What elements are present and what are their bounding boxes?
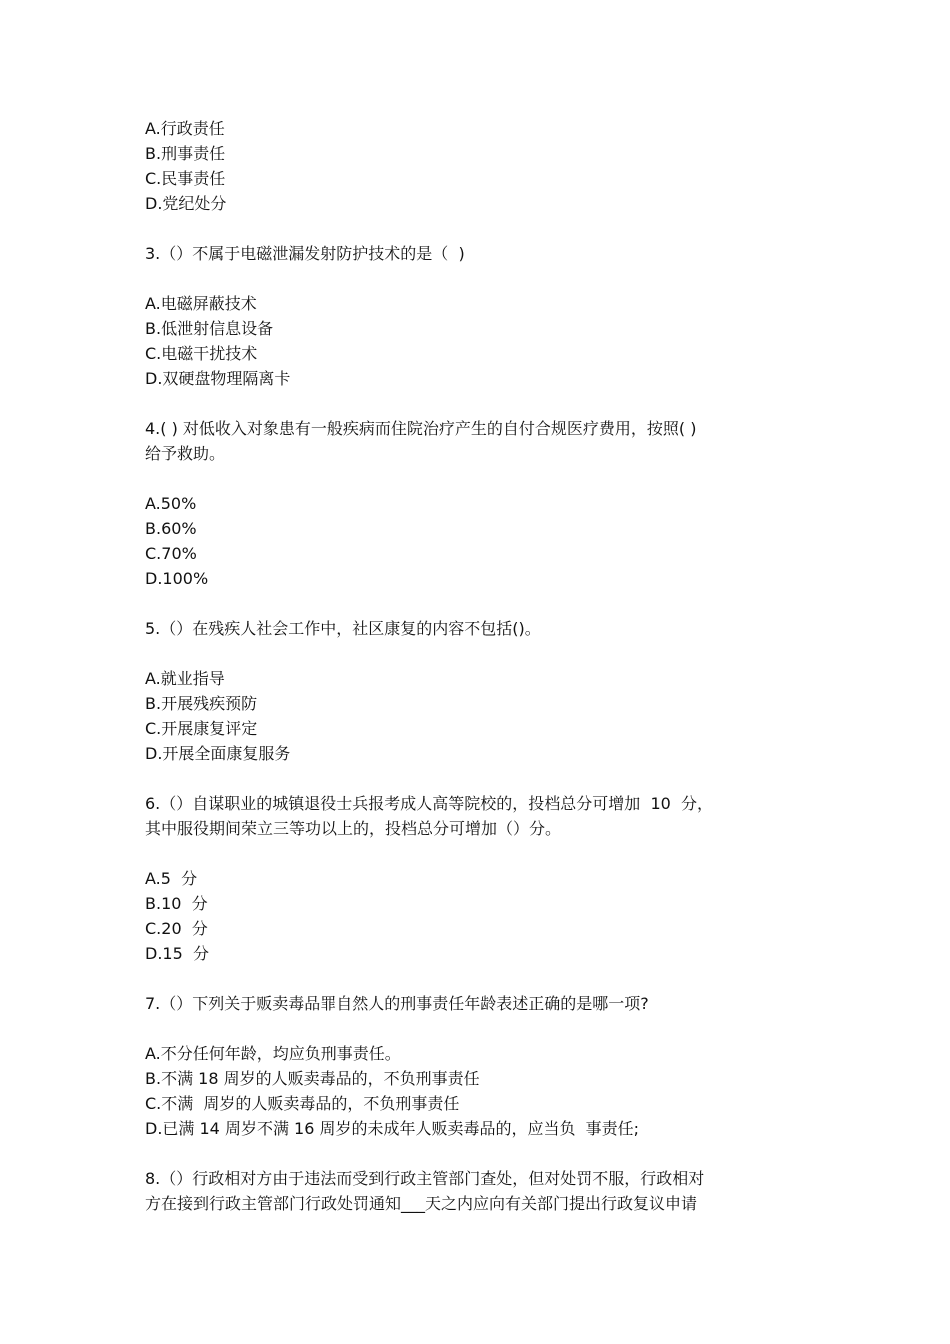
question-stem-line-2: 方在接到行政主管部门行政处罚通知___天之内应向有关部门提出行政复议申请: [145, 1194, 698, 1213]
option-c: C.民事责任: [145, 169, 226, 188]
option-a: A.电磁屏蔽技术: [145, 294, 257, 313]
option-b: B.刑事责任: [145, 144, 226, 163]
question-stem-line-1: 8.（）行政相对方由于违法而受到行政主管部门查处，但对处罚不服，行政相对: [145, 1169, 705, 1188]
option-b: B.不满 18 周岁的人贩卖毒品的，不负刑事责任: [145, 1069, 480, 1088]
option-d: D.党纪处分: [145, 194, 227, 213]
document-page: [145, 116, 815, 1216]
option-d: D.100%: [145, 569, 209, 588]
question-8: [145, 1166, 815, 1216]
question-stem-line-2: 其中服役期间荣立三等功以上的，投档总分可增加（）分。: [145, 819, 562, 838]
question-stem-line-1: 4.( ) 对低收入对象患有一般疾病而住院治疗产生的自付合规医疗费用，按照( ): [145, 419, 697, 438]
option-c: C.开展康复评定: [145, 719, 258, 738]
option-b: B.10 分: [145, 894, 208, 913]
question-6: [145, 791, 815, 966]
option-c: C.70%: [145, 544, 197, 563]
question-4: [145, 416, 815, 591]
option-d: D.已满 14 周岁不满 16 周岁的未成年人贩卖毒品的，应当负 事责任;: [145, 1119, 640, 1138]
question-stem-line-2: 给予救助。: [145, 444, 226, 463]
question-5: [145, 616, 815, 766]
option-a: A.行政责任: [145, 119, 225, 138]
question-stem: 3.（）不属于电磁泄漏发射防护技术的是（ ): [145, 244, 465, 263]
option-c: C.电磁干扰技术: [145, 344, 258, 363]
option-d: D.15 分: [145, 944, 209, 963]
question-3: [145, 241, 815, 391]
option-c: C.不满 周岁的人贩卖毒品的，不负刑事责任: [145, 1094, 460, 1113]
question-stem: 7.（）下列关于贩卖毒品罪自然人的刑事责任年龄表述正确的是哪一项?: [145, 994, 649, 1013]
option-a: A.50%: [145, 494, 197, 513]
option-b: B.低泄射信息设备: [145, 319, 274, 338]
question-7: [145, 991, 815, 1141]
option-d: D.开展全面康复服务: [145, 744, 291, 763]
question-stem-line-1: 6.（）自谋职业的城镇退役士兵报考成人高等院校的，投档总分可增加 10 分，: [145, 794, 713, 813]
option-d: D.双硬盘物理隔离卡: [145, 369, 291, 388]
question-2-options: [145, 116, 815, 216]
option-b: B.60%: [145, 519, 197, 538]
option-c: C.20 分: [145, 919, 208, 938]
option-a: A.5 分: [145, 869, 198, 888]
question-stem: 5.（）在残疾人社会工作中，社区康复的内容不包括()。: [145, 619, 541, 638]
option-b: B.开展残疾预防: [145, 694, 258, 713]
option-a: A.不分任何年龄，均应负刑事责任。: [145, 1044, 401, 1063]
option-a: A.就业指导: [145, 669, 225, 688]
